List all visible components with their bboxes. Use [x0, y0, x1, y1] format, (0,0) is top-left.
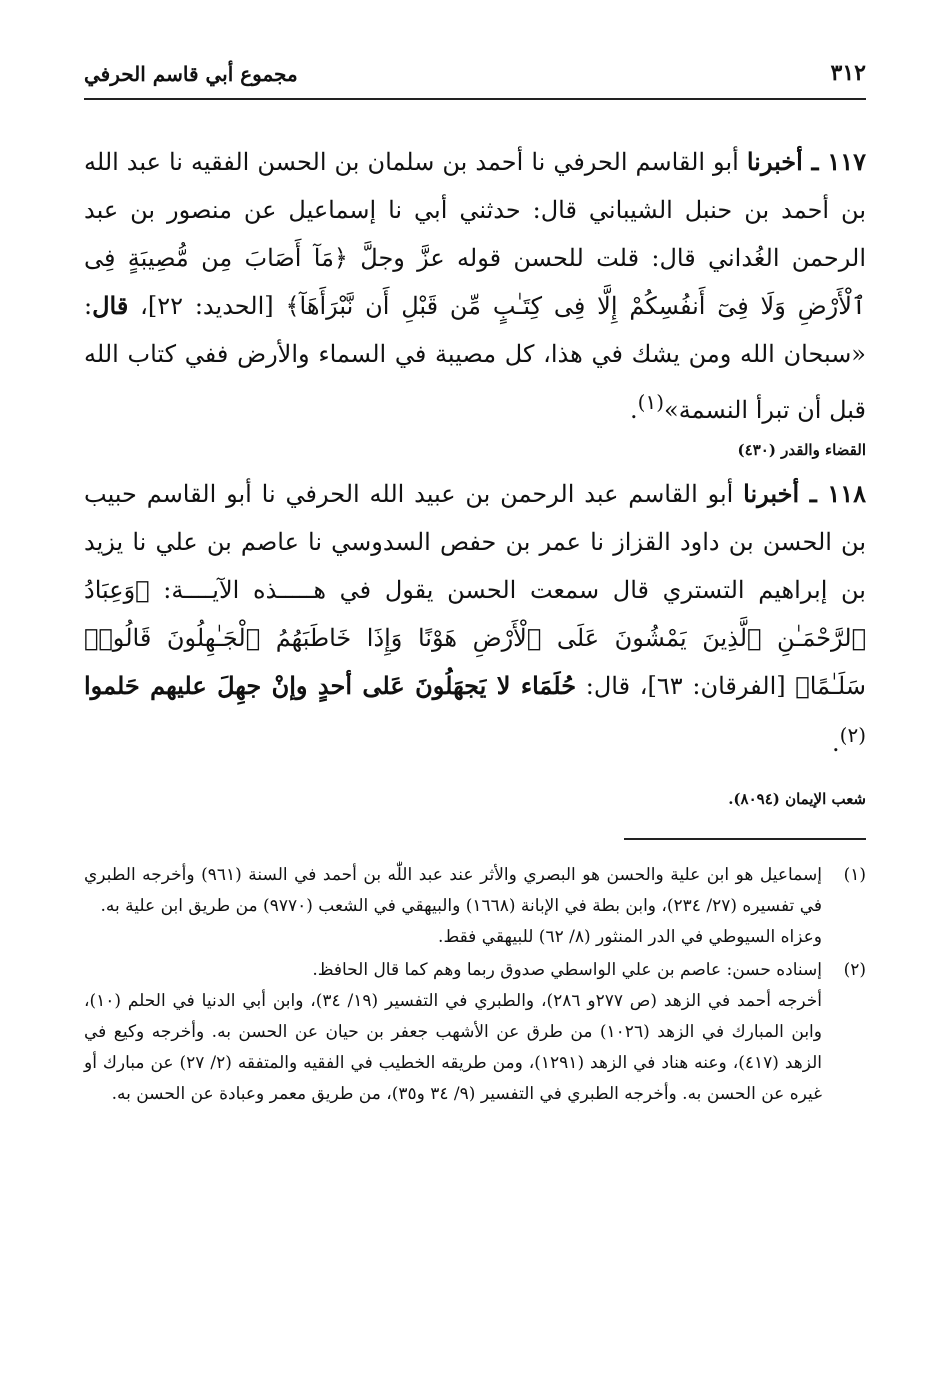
footnote-ref-1: (١) — [637, 390, 665, 414]
footnote-line: أخرجه أحمد في الزهد (ص ٢٧٧و ٢٨٦)، والطبري في التفسير (١٩/ ٣٤)، وابن أبي الدنيا في الحلم (١٠)، وابن المبارك في الزهد (١٠٢٦) من طرق عن الأشهب جعفر بن حيان عن الحسن به. وأخرجه وكيع في الزهد (٤١٧)، وعنه هناد في الزهد (١٢٩١)، ومن طريقه الخطيب في الفقيه والمتفقه (٢/ ٢٧) عن مبارك أو غيره عن الحسن به. وأخرجه الطبري في التفسير (٩/ ٣٤ و٣٥)، من طريق معمر وعبادة عن الحسن به. — [84, 991, 823, 1104]
source-117: القضاء والقدر (٤٣٠) — [737, 441, 866, 459]
hadith-117-saying: : «سبحان الله ومن يشك في هذا، كل مصيبة في السماء والأرض ففي كتاب الله قبل أن تبرأ النسمة» — [84, 292, 866, 424]
footnotes — [84, 860, 866, 1112]
page-header — [84, 58, 866, 100]
qala-label: قال — [92, 291, 129, 320]
footnote-separator — [624, 838, 866, 840]
footnote-line: وعزاه السيوطي في الدر المنثور (٨/ ٦٢) للبيهقي فقط. — [438, 927, 822, 947]
footnote-line: إسناده حسن: عاصم بن علي الواسطي صدوق ربما وهم كما قال الحافظ. — [312, 960, 822, 980]
quran-verse-furqan: ﴿وَعِبَادُ ٱلرَّحْمَـٰنِ ٱلَّذِينَ يَمْشُونَ عَلَى ٱلْأَرْضِ هَوْنًا وَإِذَا خَاطَبَهُمُ ٱلْجَـٰهِلُونَ قَالُوا۟ سَلَـٰمًا﴾ — [84, 576, 866, 700]
source-118: شعب الإيمان (٨٠٩٤). — [728, 790, 866, 808]
footnote-ref-2: (٢) — [839, 723, 866, 747]
footnote-text — [84, 860, 822, 953]
footnote-1 — [84, 860, 866, 953]
hadith-118-saying: حُلَمَاء لا يَجهَلُونَ عَلى أحدٍ وإنْ جهِلَ عليهم حَلموا — [84, 671, 577, 700]
footnote-text — [84, 955, 822, 1110]
hadith-number-117: ١١٧ ـ أخبرنا — [746, 147, 866, 176]
running-title: مجموع أبي قاسم الحرفي — [84, 62, 298, 86]
footnote-number: (١) — [843, 865, 866, 885]
footnote-2 — [84, 955, 866, 1110]
hadith-118 — [84, 470, 866, 767]
hadith-118-chain: أبو القاسم عبد الرحمن بن عبيد الله الحرفي نا أبو القاسم حبيب بن الحسن بن داود القزاز نا عمر بن حفص السدوسي نا عاصم بن علي نا يزيد بن إبراهيم التستري قال سمعت الحسن يقول في هـــــذه الآيــــة: — [84, 480, 866, 604]
main-text — [84, 138, 866, 819]
footnote-number: (٢) — [843, 960, 866, 980]
hadith-number-118: ١١٨ ـ أخبرنا — [743, 479, 866, 508]
footnote-line: إسماعيل هو ابن علية والحسن هو البصري والأثر عند عبد اللّٰه بن أحمد في السنة (٩٦١) وأخرجه الطبري في تفسيره (٢٧/ ٢٣٤)، وابن بطة في الإبانة (١٦٦٨) والبيهقي في الشعب (٩٧٧٠) من طريق ابن علية به. — [84, 865, 822, 916]
hadith-117-chain: أبو القاسم الحرفي نا أحمد بن سلمان بن الحسن الفقيه نا عبد الله بن أحمد بن حنبل الشيباني قال: حدثني أبي نا إسماعيل عن منصور بن عبد الرحمن الغُداني قال: قلت للحسن قوله عزَّ وجلَّ — [84, 148, 866, 272]
quran-reference-furqan: [الفرقان: ٦٣]، قال: — [576, 672, 796, 700]
hadith-118-end: . — [831, 729, 840, 757]
quran-reference-hadid: [الحديد: ٢٢]، — [128, 292, 286, 320]
hadith-117 — [84, 138, 866, 434]
quran-verse-hadid: ﴿مَآ أَصَابَ مِن مُّصِيبَةٍ فِى ٱلْأَرْضِ وَلَا فِىٓ أَنفُسِكُمْ إِلَّا فِى كِتَـٰبٍ مِّن قَبْلِ أَن نَّبْرَأَهَآ﴾ — [84, 244, 866, 320]
page-number: ٣١٢ — [830, 60, 866, 86]
hadith-117-end: . — [630, 396, 638, 424]
